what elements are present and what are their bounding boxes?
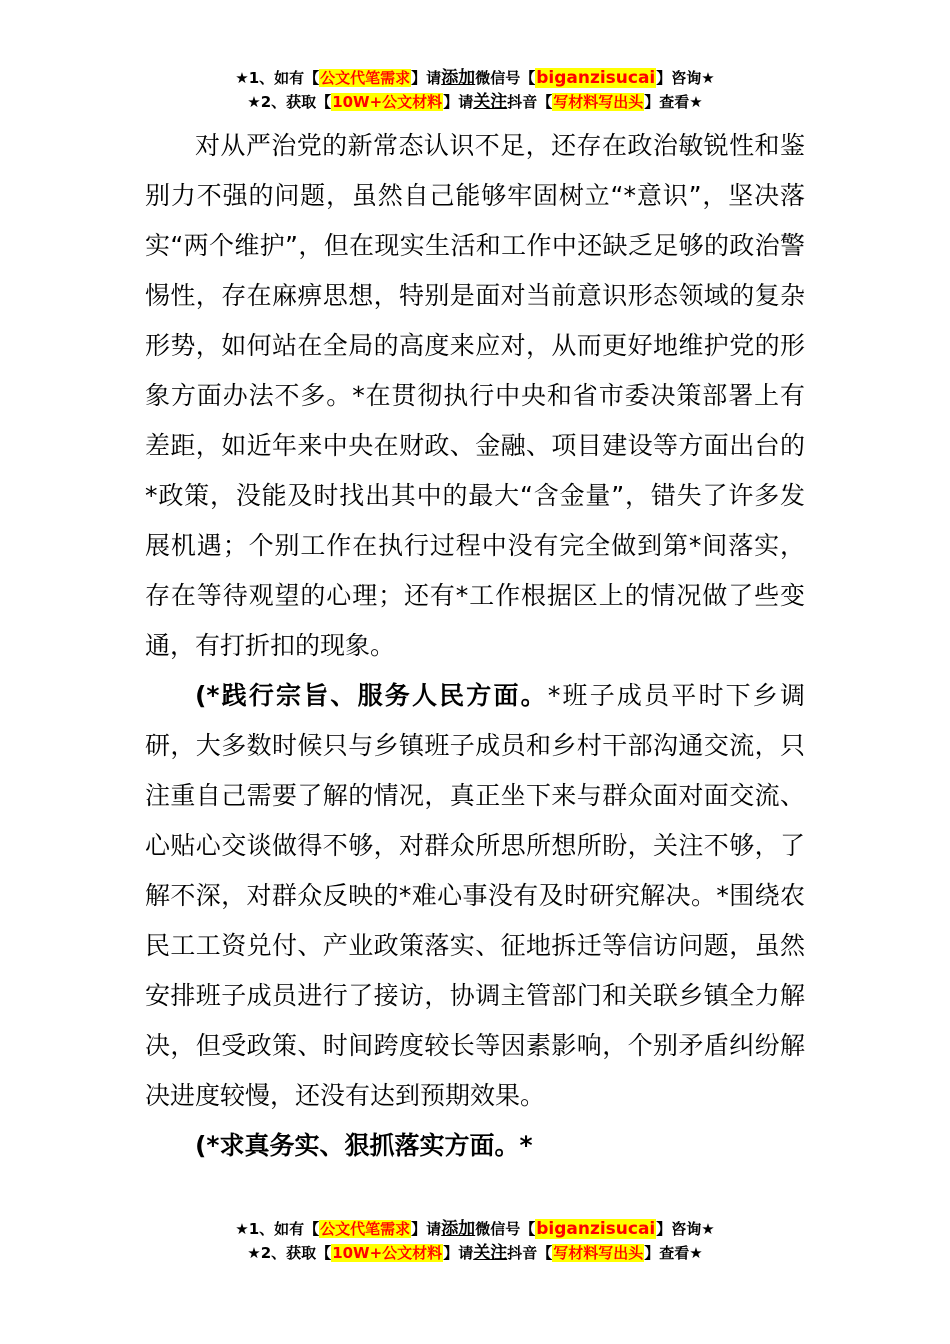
- banner-text: 】查看★: [644, 93, 703, 111]
- banner-text: 微信号【: [475, 69, 536, 87]
- banner-douyin-id: 写材料写出头: [553, 1244, 644, 1262]
- section-heading: (*求真务实、狠抓落实方面。*: [195, 1131, 533, 1160]
- banner-text: 抖音【: [507, 1244, 553, 1262]
- banner-highlight: 公文代笔需求: [320, 69, 411, 87]
- banner-emphasis: 添加: [441, 68, 476, 88]
- banner-emphasis: 关注: [473, 1243, 508, 1263]
- header-banner: [0, 66, 950, 114]
- banner-text: ★2、获取【: [247, 1244, 332, 1262]
- banner-text: ★1、如有【: [235, 69, 320, 87]
- banner-text: 】请: [411, 69, 442, 87]
- banner-text: 】请: [411, 1220, 442, 1238]
- banner-highlight: 10W+公文材料: [332, 1244, 443, 1262]
- banner-text: 】查看★: [644, 1244, 703, 1262]
- banner-text: 抖音【: [507, 93, 553, 111]
- banner-text: ★2、获取【: [247, 93, 332, 111]
- banner-text: 】请: [443, 93, 474, 111]
- paragraph-3: [145, 1121, 805, 1171]
- banner-wechat-id: biganzisucai: [536, 1219, 656, 1239]
- document-body: [145, 121, 805, 1171]
- banner-text: 微信号【: [475, 1220, 536, 1238]
- banner-highlight: 10W+公文材料: [332, 93, 443, 111]
- banner-wechat-id: biganzisucai: [536, 68, 656, 88]
- banner-text: 】咨询★: [656, 1220, 715, 1238]
- banner-douyin-id: 写材料写出头: [553, 93, 644, 111]
- banner-text: 】咨询★: [656, 69, 715, 87]
- banner-line-1: [0, 1217, 950, 1241]
- banner-emphasis: 添加: [441, 1219, 476, 1239]
- banner-text: 】请: [443, 1244, 474, 1262]
- footer-banner: [0, 1217, 950, 1265]
- banner-emphasis: 关注: [473, 92, 508, 112]
- paragraph-text: *班子成员平时下乡调研，大多数时候只与乡镇班子成员和乡村干部沟通交流，只注重自己需要了解的情况，真正坐下来与群众面对面交流、心贴心交谈做得不够，对群众所思所想所盼，关注不够，了解不深，对群众反映的*难心事没有及时研究解决。*围绕农民工工资兑付、产业政策落实、征地拆迁等信访问题，虽然安排班子成员进行了接访，协调主管部门和关联乡镇全力解决，但受政策、时间跨度较长等因素影响，个别矛盾纠纷解决进度较慢，还没有达到预期效果。: [145, 681, 805, 1110]
- banner-text: ★1、如有【: [235, 1220, 320, 1238]
- paragraph-1: 对从严治党的新常态认识不足，还存在政治敏锐性和鉴别力不强的问题，虽然自己能够牢固树立“*意识”，坚决落实“两个维护”，但在现实生活和工作中还缺乏足够的政治警惕性，存在麻痹思想，特别是面对当前意识形态领域的复杂形势，如何站在全局的高度来应对，从而更好地维护党的形象方面办法不多。*在贯彻执行中央和省市委决策部署上有差距，如近年来中央在财政、金融、项目建设等方面出台的*政策，没能及时找出其中的最大“含金量”，错失了许多发展机遇；个别工作在执行过程中没有完全做到第*间落实，存在等待观望的心理；还有*工作根据区上的情况做了些变通，有打折扣的现象。: [145, 131, 805, 660]
- banner-line-2: [0, 1241, 950, 1265]
- banner-line-2: [0, 90, 950, 114]
- paragraph-2: [145, 671, 805, 1121]
- banner-line-1: [0, 66, 950, 90]
- banner-highlight: 公文代笔需求: [320, 1220, 411, 1238]
- section-heading: (*践行宗旨、服务人民方面。: [195, 681, 548, 710]
